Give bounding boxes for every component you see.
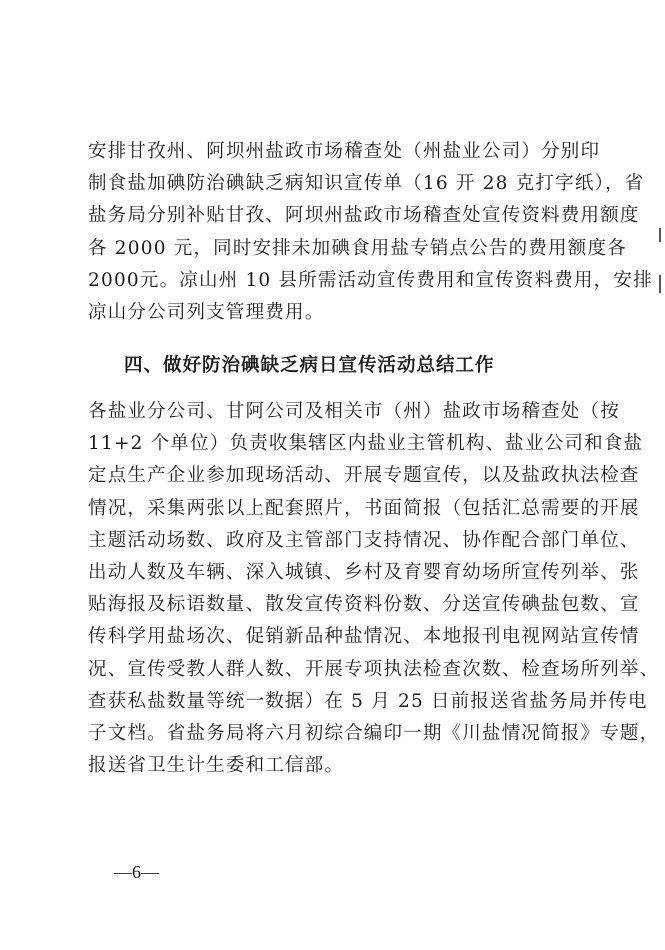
paragraph-line: 2000元。凉山州 10 县所需活动宣传费用和宣传资料费用，安排 (88, 269, 653, 291)
scan-edge-mark (659, 275, 661, 293)
paragraph-line: 况、宣传受教人群人数、开展专项执法检查次数、检查场所列举、 (88, 658, 660, 680)
paragraph-line: 传科学用盐场次、促销新品种盐情况、本地报刊电视网站宣传情 (88, 626, 640, 648)
paragraph-line: 出动人数及车辆、深入城镇、乡村及育婴育幼场所宣传列举、张 (88, 561, 640, 583)
scan-edge-mark (659, 228, 661, 242)
paragraph-line: 报送省卫生计生委和工信部。 (88, 755, 345, 777)
paragraph-line: 各盐业分公司、甘阿公司及相关市（州）盐政市场稽查处（按 (88, 401, 620, 422)
paragraph-line: 查获私盐数量等统一数据）在 5 月 25 日前报送省盐务局并传电 (88, 690, 648, 712)
paragraph-line: 各 2000 元，同时安排未加碘食用盐专销点公告的费用额度各 (88, 237, 627, 259)
paragraph-line: 安排甘孜州、阿坝州盐政市场稽查处（州盐业公司）分别印 (88, 141, 601, 162)
paragraph-line: 11+2 个单位）负责收集辖区内盐业主管机构、盐业公司和食盐 (88, 433, 644, 455)
paragraph-line: 主题活动场数、政府及主管部门支持情况、协作配合部门单位、 (88, 529, 640, 551)
page-number: —6— (114, 862, 159, 882)
paragraph-line: 盐务局分别补贴甘孜、阿坝州盐政市场稽查处宣传资料费用额度 (88, 205, 640, 227)
paragraph-funding (88, 136, 653, 329)
paragraph-line: 情况，采集两张以上配套照片，书面简报（包括汇总需要的开展 (88, 497, 640, 519)
section-heading: 四、做好防治碘缺乏病日宣传活动总结工作 (124, 355, 495, 376)
paragraph-line: 贴海报及标语数量、散发宣传资料份数、分送宣传碘盐包数、宣 (88, 594, 640, 616)
paragraph-summary (88, 396, 660, 782)
paragraph-line: 定点生产企业参加现场活动、开展专题宣传，以及盐政执法检查 (88, 465, 640, 487)
paragraph-line: 制食盐加碘防治碘缺乏病知识宣传单（16 开 28 克打字纸），省 (88, 173, 645, 195)
paragraph-line: 凉山分公司列支管理费用。 (88, 301, 325, 323)
paragraph-line: 子文档。省盐务局将六月初综合编印一期《川盐情况简报》专题， (88, 722, 660, 744)
